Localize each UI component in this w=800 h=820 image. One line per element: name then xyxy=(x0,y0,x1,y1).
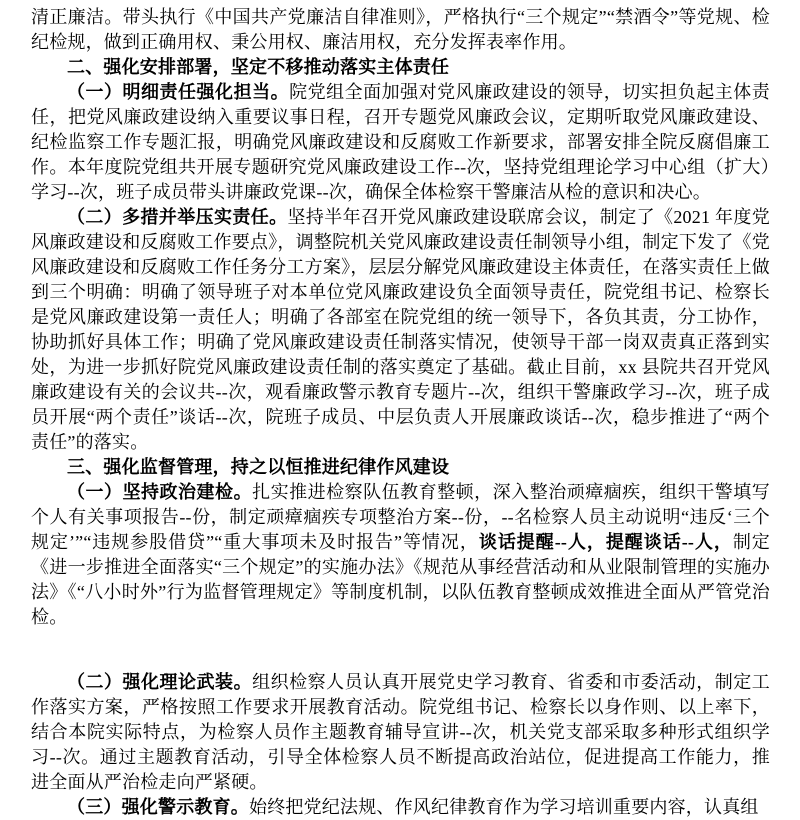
text-run-bold: 谈话提醒--人，提醒谈话--人， xyxy=(478,532,733,552)
text-run-bold: 二、强化安排部署，坚定不移推动落实主体责任 xyxy=(67,57,450,77)
text-run-bold: （三）强化警示教育。 xyxy=(67,797,249,817)
text-run: 始终把党纪法规、作风纪律教育作为学习培训重要内容，认真组 xyxy=(249,797,759,817)
text-run-bold: （一）明细责任强化担当。 xyxy=(67,82,290,102)
text-run: 坚持半年召开党风廉政建设联席会议，制定了《2021 年度党风廉政建设和反腐败工作要点》，调整院机关党风廉政建设责任制领导小组，制定下发了《党风廉政建设和反腐败工作任务分工方案》，层层分解党风廉政建设主体责任，在落实责任上做到三个明确：明确了领导班子对本单位党风廉政建设负全面领导责任，院党组书记、检察长是党风廉政建设第一责任人；明确了各部室在院党组的统一领导下，各负其责，分工协作，协助抓好具体工作；明确了党风廉政建设责任制落实情况，使领导干部一岗双责真正落到实处，为进一步抓好院党风廉政建设责任制的落实奠定了基础。截止目前，xx 县院共召开党风廉政建设有关的会议共--次，观看廉政警示教育专题片--次，组织干警廉政学习--次，班子成员开展“两个责任”谈话--次，院班子成员、中层负责人开展廉政谈话--次，稳步推进了“两个责任”的落实。 xyxy=(31,207,770,452)
paragraph xyxy=(31,80,770,205)
text-run-bold: （二）多措并举压实责任。 xyxy=(67,207,288,227)
text-run-bold: （一）坚持政治建检。 xyxy=(67,482,253,502)
text-run-bold: 三、强化监督管理，持之以恒推进纪律作风建设 xyxy=(67,457,450,477)
paragraph xyxy=(31,795,770,820)
text-run: 组织检察人员认真开展党史学习教育、省委和市委活动，制定工作落实方案，严格按照工作要求开展教育活动。院党组书记、检察长以身作则、以上率下，结合本院实际特点，为检察人员作主题教育辅导宣讲--次，机关党支部采取多种形式组织学习--次。通过主题教育活动，引导全体检察人员不断提高政治站位，促进提高工作能力，推进全面从严治检走向严紧硬。 xyxy=(31,672,770,792)
paragraph xyxy=(31,5,770,55)
page-break-gap xyxy=(31,630,770,670)
text-run-bold: （二）强化理论武装。 xyxy=(67,672,253,692)
section-heading xyxy=(31,455,770,480)
paragraph xyxy=(31,205,770,455)
section-heading xyxy=(31,55,770,80)
paragraph xyxy=(31,670,770,795)
text-run: 清正廉洁。带头执行《中国共产党廉洁自律准则》，严格执行“三个规定”“禁酒令”等党规、检纪检规，做到正确用权、秉公用权、廉洁用权，充分发挥表率作用。 xyxy=(31,7,770,52)
text-run: 院党组全面加强对党风廉政建设的领导，切实担负起主体责任，把党风廉政建设纳入重要议事日程，召开专题党风廉政会议，定期听取党风廉政建设、纪检监察工作专题汇报，明确党风廉政建设和反腐败工作新要求，部署安排全院反腐倡廉工作。本年度院党组共开展专题研究党风廉政建设工作--次，坚持党组理论学习中心组（扩大）学习--次，班子成员带头讲廉政党课--次，确保全体检察干警廉洁从检的意识和决心。 xyxy=(31,82,770,202)
text-run: 扎实推进检察队伍教育整顿，深入整治顽瘴痼疾，组织干警填写个人有关事项报告--份，制定顽瘴痼疾专项整治方案--份，--名检察人员主动说明“违反‘三个规定’”“违规参股借贷”“重大事项未及时报告”等情况， xyxy=(31,482,770,552)
text-run: 制定《进一步推进全面落实“三个规定”的实施办法》《规范从事经营活动和从业限制管理的实施办法》《“八小时外”行为监督管理规定》等制度机制，以队伍教育整顿成效推进全面从严管党治检。 xyxy=(31,532,770,627)
paragraph xyxy=(31,480,770,630)
